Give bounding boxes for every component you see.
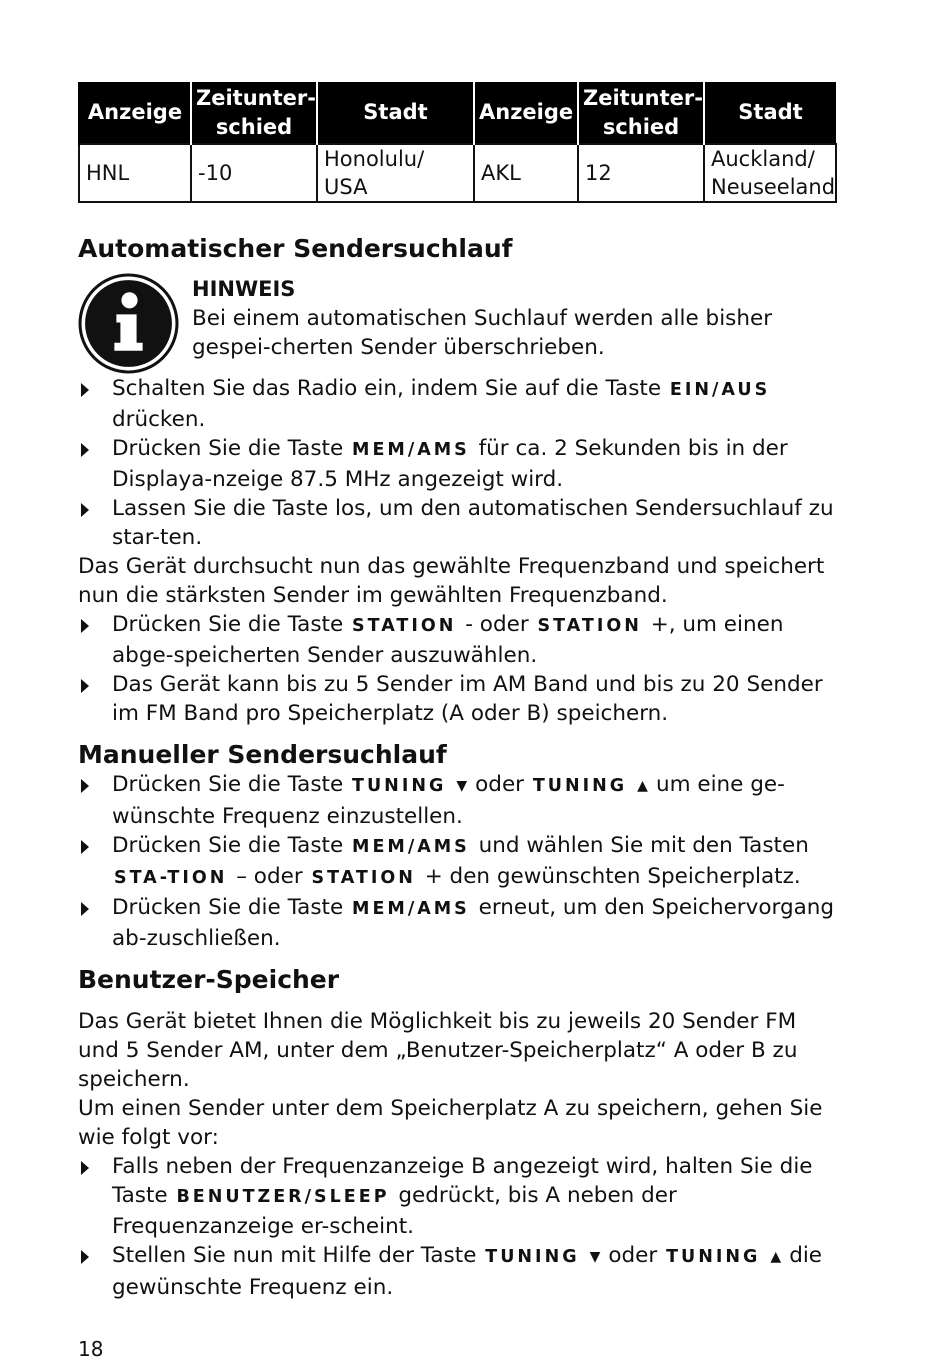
- list-item: Schalten Sie das Radio ein, indem Sie auf die Taste EIN/AUS drücken.: [78, 374, 835, 434]
- bullet-triangle-icon: [81, 1161, 89, 1175]
- key-label: MEM/AMS: [352, 899, 470, 919]
- list-item: Stellen Sie nun mit Hilfe der Taste TUNING ▼ oder TUNING ▲ die gewünschte Frequenz ein.: [78, 1241, 835, 1302]
- triangle-down-icon: ▼: [589, 1249, 601, 1265]
- page-content: [78, 82, 835, 1302]
- notice-box: [78, 275, 835, 374]
- heading-auto-search: Automatischer Sendersuchlauf: [78, 234, 513, 263]
- col-header-display: Anzeige: [79, 82, 191, 144]
- bullet-triangle-icon: [81, 443, 89, 457]
- heading-user-memory: Benutzer-Speicher: [78, 965, 340, 994]
- col-header-time-diff: Zeitunter- schied: [191, 82, 317, 144]
- key-label: TUNING: [485, 1247, 580, 1267]
- col-header-time-diff-2: Zeitunter- schied: [578, 82, 704, 144]
- cell-city-2: Auckland/ Neuseeland: [704, 144, 836, 202]
- bullet-triangle-icon: [81, 779, 89, 793]
- auto-steps-list: [78, 374, 835, 552]
- auto-steps-list-2: [78, 610, 835, 728]
- cell-city: Honolulu/ USA: [317, 144, 474, 202]
- timezone-table: [78, 82, 837, 203]
- paragraph: Um einen Sender unter dem Speicherplatz A zu speichern, gehen Sie wie folgt vor:: [78, 1096, 823, 1150]
- bullet-triangle-icon: [81, 1250, 89, 1264]
- key-label: STATION: [352, 616, 457, 636]
- key-label: EIN/AUS: [669, 380, 771, 400]
- notice-body: Bei einem automatischen Suchlauf werden alle bisher gespei-cherten Sender überschrieben.: [192, 306, 773, 360]
- key-label: MEM/AMS: [352, 837, 470, 857]
- notice-text: [192, 275, 835, 374]
- cell-time-diff: -10: [191, 144, 317, 202]
- cell-display: HNL: [79, 144, 191, 202]
- table-row: [79, 144, 836, 202]
- heading-manual-search: Manueller Sendersuchlauf: [78, 740, 447, 769]
- paragraph: Das Gerät bietet Ihnen die Möglichkeit bis zu jeweils 20 Sender FM und 5 Sender AM, unter dem „Benutzer-Speicherplatz“ A oder B zu speichern.: [78, 1009, 798, 1092]
- user-steps-list: [78, 1152, 835, 1302]
- col-header-city: Stadt: [317, 82, 474, 144]
- key-label: TUNING: [352, 776, 447, 796]
- triangle-up-icon: ▲: [637, 778, 648, 794]
- list-item: Drücken Sie die Taste MEM/AMS und wählen Sie mit den Tasten STA-TION – oder STATION + den gewünschten Speicherplatz.: [78, 831, 835, 893]
- key-label: STATION: [311, 868, 416, 888]
- key-label: BENUTZER/SLEEP: [176, 1187, 390, 1207]
- bullet-triangle-icon: [81, 840, 89, 854]
- triangle-down-icon: ▼: [456, 778, 468, 794]
- manual-steps-list: [78, 770, 835, 953]
- table-header-row: [79, 82, 836, 144]
- cell-time-diff-2: 12: [578, 144, 704, 202]
- bullet-triangle-icon: [81, 383, 89, 397]
- bullet-triangle-icon: [81, 619, 89, 633]
- key-label: STATION: [537, 616, 642, 636]
- notice-title: HINWEIS: [192, 277, 296, 301]
- key-label: MEM/AMS: [352, 440, 470, 460]
- key-label: STA-TION: [114, 868, 228, 888]
- list-item: Das Gerät kann bis zu 5 Sender im AM Band und bis zu 20 Sender im FM Band pro Speicherplatz (A oder B) speichern.: [78, 670, 835, 728]
- page-number: 18: [78, 1337, 104, 1361]
- list-item: Drücken Sie die Taste MEM/AMS erneut, um den Speichervorgang ab-zuschließen.: [78, 893, 835, 953]
- bullet-triangle-icon: [81, 679, 89, 693]
- info-icon: [78, 273, 179, 374]
- list-item: Drücken Sie die Taste TUNING ▼ oder TUNING ▲ um eine ge-wünschte Frequenz einzustellen.: [78, 770, 835, 831]
- bullet-triangle-icon: [81, 902, 89, 916]
- triangle-up-icon: ▲: [770, 1249, 782, 1265]
- bullet-triangle-icon: [81, 503, 89, 517]
- list-item: Lassen Sie die Taste los, um den automatischen Sendersuchlauf zu star-ten.: [78, 494, 835, 552]
- list-item: Falls neben der Frequenzanzeige B angezeigt wird, halten Sie die Taste BENUTZER/SLEEP gedrückt, bis A neben der Frequenzanzeige er-scheint.: [78, 1152, 835, 1241]
- list-item: Drücken Sie die Taste STATION - oder STATION +, um einen abge-speicherten Sender auszuwählen.: [78, 610, 835, 670]
- key-label: TUNING: [666, 1247, 761, 1267]
- col-header-display-2: Anzeige: [474, 82, 578, 144]
- cell-display-2: AKL: [474, 144, 578, 202]
- key-label: TUNING: [532, 776, 628, 796]
- list-item: Drücken Sie die Taste MEM/AMS für ca. 2 Sekunden bis in der Displaya-nzeige 87.5 MHz angezeigt wird.: [78, 434, 835, 494]
- paragraph: Das Gerät durchsucht nun das gewählte Frequenzband und speichert nun die stärksten Sender im gewählten Frequenzband.: [78, 554, 825, 608]
- col-header-city-2: Stadt: [704, 82, 836, 144]
